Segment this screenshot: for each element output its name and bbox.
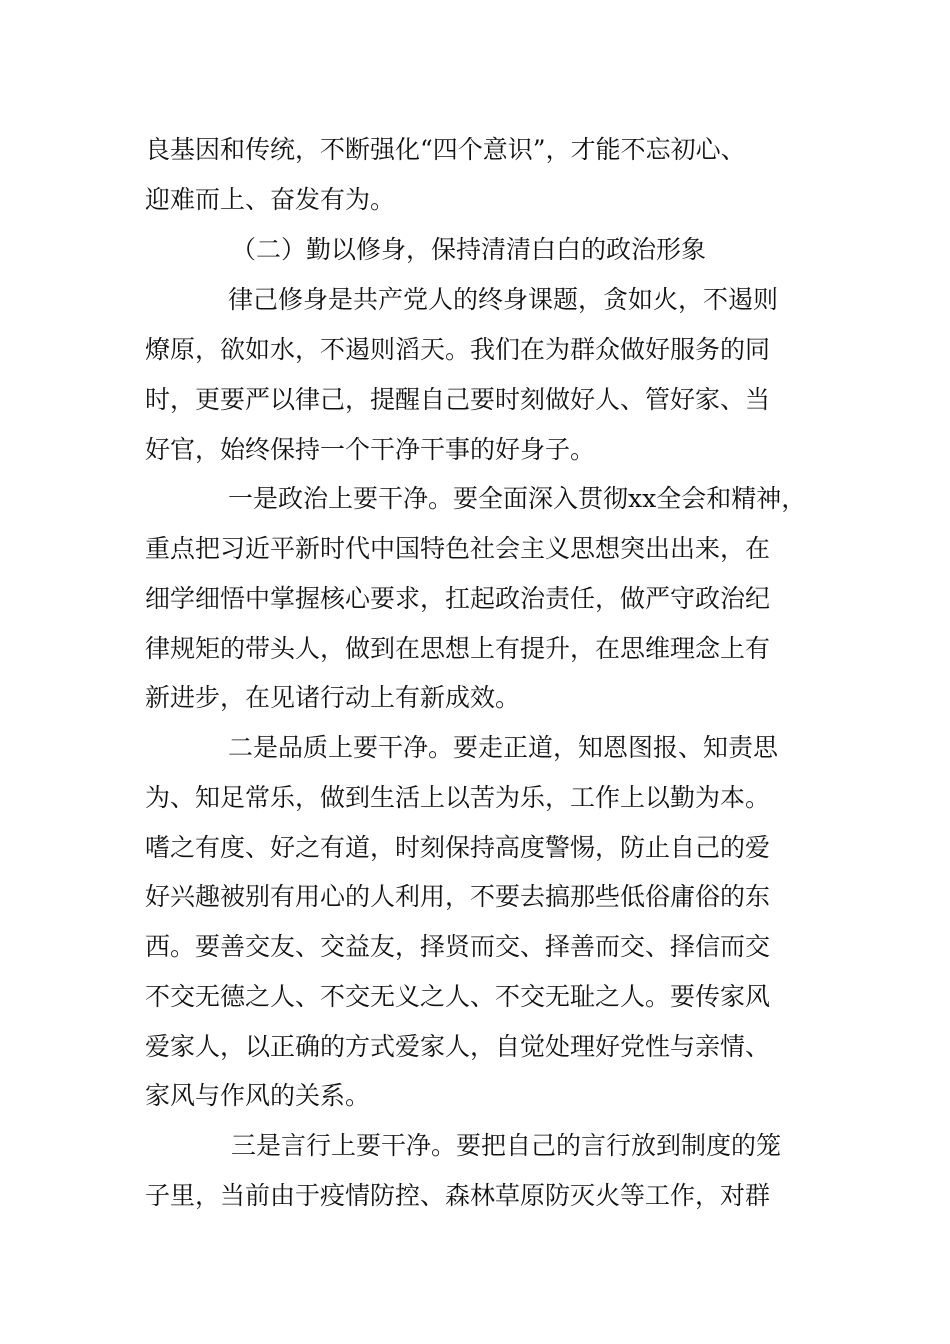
text-line: 爱家人，以正确的方式爱家人，自觉处理好党性与亲情、	[145, 1032, 771, 1061]
text-line: 不交无德之人、不交无义之人、不交无耻之人。要传家风	[145, 982, 771, 1011]
text-line: 为、知足常乐，做到生活上以苦为乐，工作上以勤为本。	[145, 783, 771, 812]
text-line: 好官，始终保持一个干净干事的好身子。	[145, 435, 596, 464]
text-line: 细学细悟中掌握核心要求，扛起政治责任，做严守政治纪	[145, 584, 771, 613]
text-line: 二是品质上要干净。要走正道，知恩图报、知责思	[228, 733, 779, 762]
text-line: 良基因和传统，不断强化“四个意识”，才能不忘初心、	[145, 135, 746, 164]
text-line: 西。要善交友、交益友，择贤而交、择善而交、择信而交	[145, 932, 771, 961]
text-line: 好兴趣被别有用心的人利用，不要去搞那些低俗庸俗的东	[145, 882, 771, 911]
text-line: 子里，当前由于疫情防控、森林草原防灭火等工作，对群	[145, 1181, 771, 1210]
text-line: 一是政治上要干净。要全面深入贯彻xx全会和精神，	[228, 484, 807, 513]
text-line: 三是言行上要干净。要把自己的言行放到制度的笼	[231, 1131, 782, 1160]
text-line: 时，更要严以律己，提醒自己要时刻做好人、管好家、当	[145, 385, 771, 414]
text-line: 嗜之有度、好之有道，时刻保持高度警惕，防止自己的爱	[145, 833, 771, 862]
text-line: 重点把习近平新时代中国特色社会主义思想突出出来，在	[145, 534, 771, 563]
text-line: 燎原，欲如水，不遏则滔天。我们在为群众做好服务的同	[145, 335, 771, 364]
text-line: 新进步，在见诸行动上有新成效。	[145, 683, 521, 712]
text-line: 迎难而上、奋发有为。	[145, 185, 396, 214]
text-line: 律己修身是共产党人的终身课题，贪如火，不遏则	[228, 285, 779, 314]
text-line: 律规矩的带头人，做到在思想上有提升，在思维理念上有	[145, 634, 771, 663]
section-heading: （二）勤以修身，保持清清白白的政治形象	[231, 235, 707, 264]
text-line: 家风与作风的关系。	[145, 1081, 371, 1110]
